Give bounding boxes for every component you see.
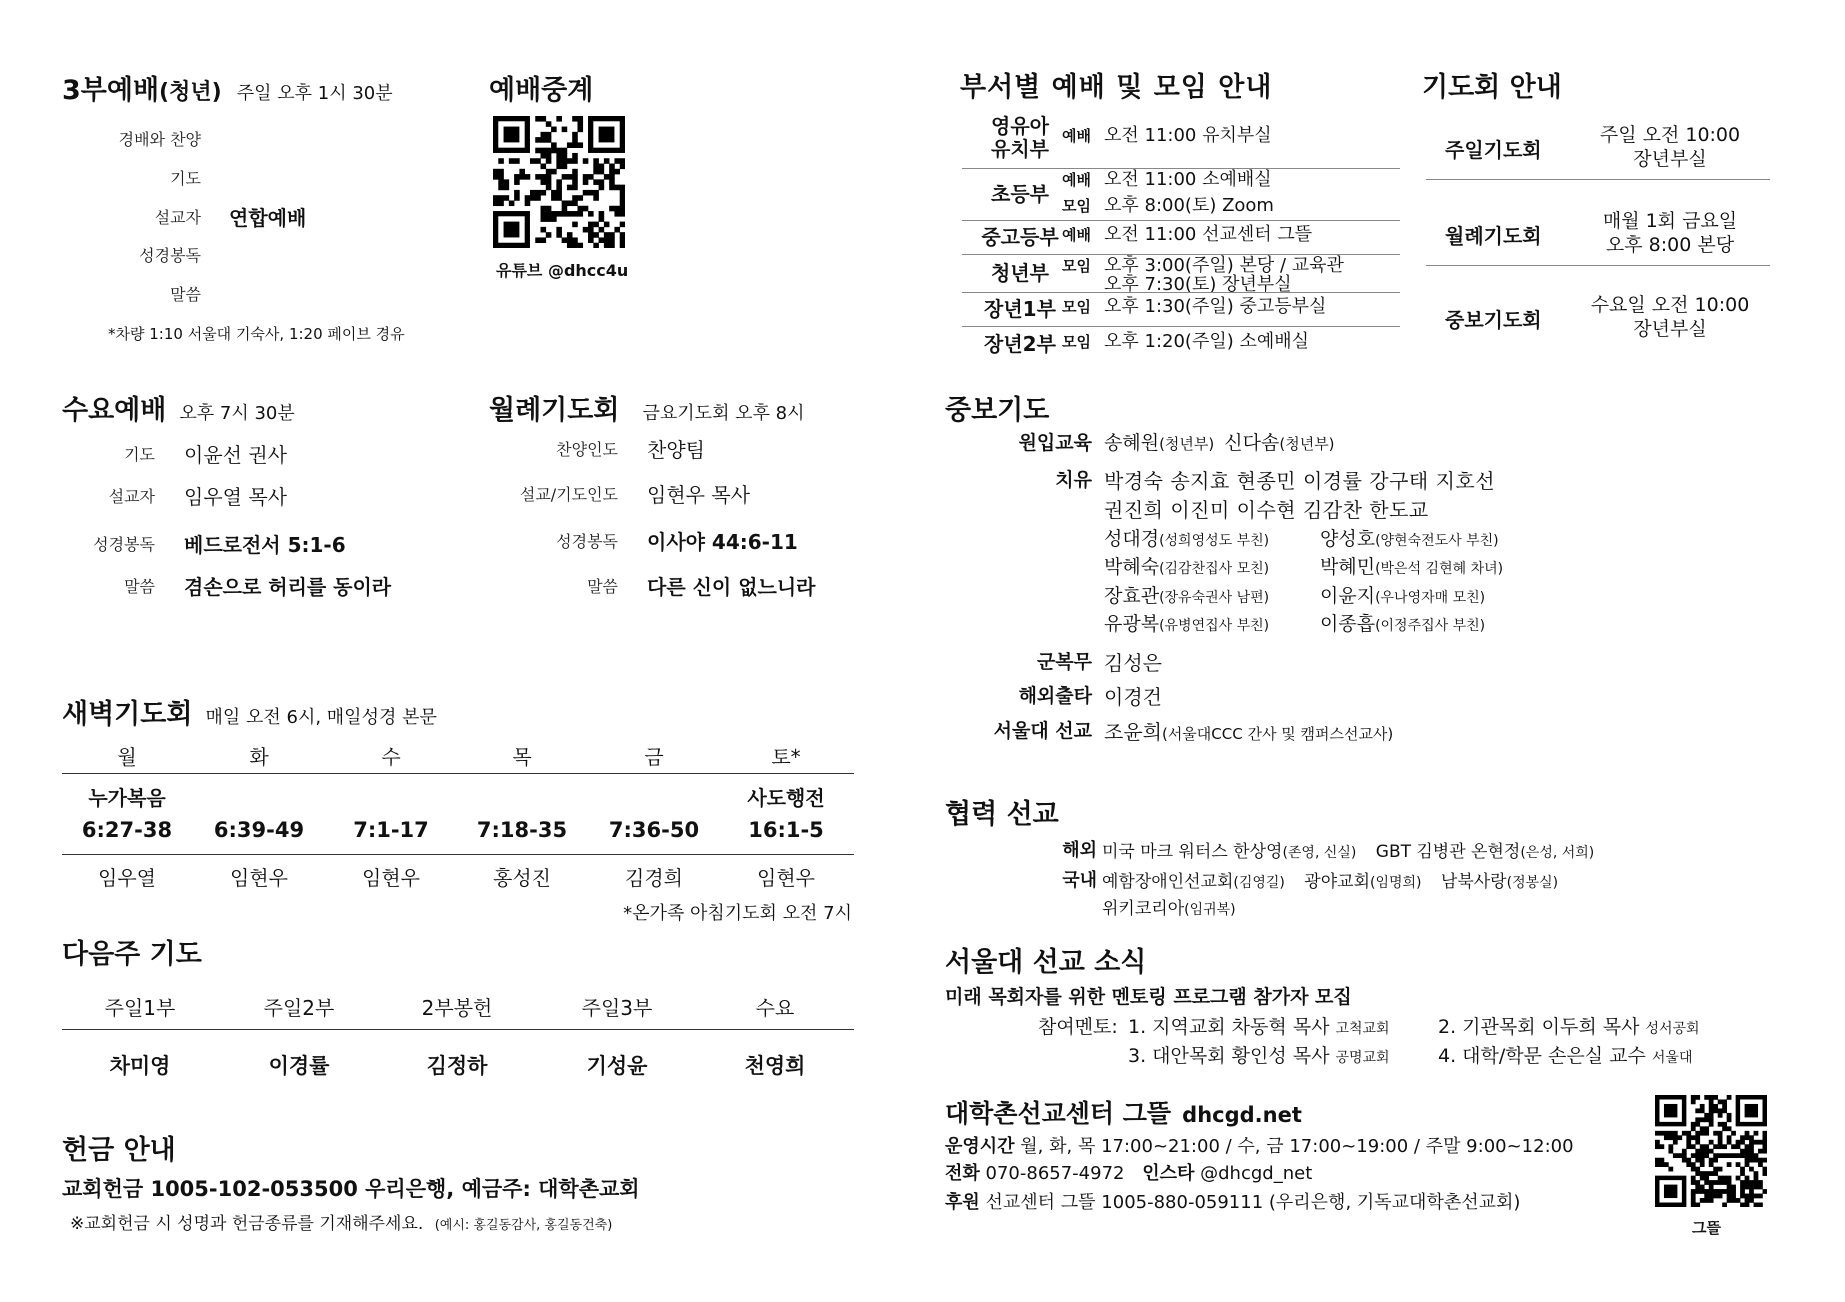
dawn-passage: 7:1-17 <box>353 818 429 842</box>
monthly-row-label: 말씀 <box>587 577 618 596</box>
department-name-text: 청년부 <box>991 260 1049 285</box>
department-schedule <box>1062 196 1274 217</box>
healing-name: 박혜민 <box>1320 556 1376 578</box>
dawn-leader: 임현우 <box>230 866 288 890</box>
dawn-day-header: 수 <box>381 745 401 769</box>
healing-name: 이종흡 <box>1320 613 1376 635</box>
department-schedule <box>1062 297 1326 318</box>
monthly-row-value: 찬양팀 <box>647 438 705 462</box>
department-tag: 모임 <box>1062 197 1091 215</box>
healing-name: 이윤지 <box>1320 585 1376 607</box>
healing-note: (유병연집사 부친) <box>1159 618 1270 634</box>
healing-note: (장유숙권사 남편) <box>1159 590 1270 606</box>
monthly-row-label: 찬양인도 <box>556 440 618 459</box>
dawn-book: 누가복음 <box>88 786 166 810</box>
dawn-passage: 6:39-49 <box>213 818 305 842</box>
healing-label: 치유 <box>1055 469 1092 491</box>
cooperation-domestic-list-2: 위키코리아(임귀복) <box>1102 899 1236 919</box>
department-tag: 모임 <box>1062 333 1091 351</box>
dawn-passage: 6:27-38 <box>81 818 173 842</box>
dawn-day-header: 화 <box>249 745 269 769</box>
next-prayer-name: 이경률 <box>268 1054 330 1078</box>
worship3-note: *차량 1:10 서울대 기숙사, 1:20 페이브 경유 <box>108 325 405 343</box>
center-heading: 대학촌선교센터 그뜰 dhcgd.net <box>945 1099 1302 1128</box>
prayer-meeting-place: 장년부실 <box>1633 148 1707 170</box>
monthly-heading: 월례기도회 금요기도회 오후 8시 <box>489 395 805 426</box>
mentor-3: 3. 대안목회 황인성 목사 공명교회 <box>1128 1045 1390 1067</box>
cooperation-title: 협력 선교 <box>945 799 1059 830</box>
department-name-text: 영유아 유치부 <box>991 114 1049 161</box>
healing-family-item <box>1104 552 1269 579</box>
dawn-book: 사도행전 <box>747 786 825 810</box>
healing-family-item <box>1320 524 1499 551</box>
departments-title: 부서별 예배 및 모임 안내 <box>960 72 1273 103</box>
prayer-meeting-name: 중보기도회 <box>1445 308 1542 332</box>
department-name-text: 장년2부 <box>984 331 1056 356</box>
healing-note: (박은석 김현혜 차녀) <box>1375 561 1504 577</box>
overseas-label: 해외출타 <box>1018 685 1092 707</box>
worship3-row-label: 말씀 <box>170 285 201 304</box>
mentor-2: 2. 기관목회 이두희 목사 성서공회 <box>1438 1016 1700 1038</box>
prayer-meeting-name: 월례기도회 <box>1445 224 1542 248</box>
qr-pattern-icon <box>493 116 625 248</box>
healing-note: (성희영성도 부친) <box>1159 533 1270 549</box>
cooperation-domestic-label: 국내 <box>1062 870 1097 891</box>
healing-family-item <box>1320 609 1485 636</box>
healing-line1: 박경숙 송지효 현종민 이경률 강구태 지호선 <box>1104 469 1496 493</box>
dawn-heading: 새벽기도회 매일 오전 6시, 매일성경 본문 <box>62 699 437 730</box>
department-schedule <box>1062 126 1272 147</box>
offering-account: 교회헌금 1005-102-053500 우리은행, 예금주: 대학촌교회 <box>62 1177 640 1201</box>
healing-family-item <box>1320 581 1485 608</box>
department-tag: 예배 <box>1062 127 1091 145</box>
broadcast-qr-code[interactable] <box>493 116 625 248</box>
department-time: 오전 11:00 선교센터 그뜰 <box>1104 224 1313 245</box>
next-prayer-title: 다음주 기도 <box>62 939 202 970</box>
prayer-meeting-place: 오후 8:00 본당 <box>1605 234 1735 256</box>
prayer-meeting-place: 장년부실 <box>1633 318 1707 340</box>
wednesday-row-value: 임우열 목사 <box>184 485 287 509</box>
wednesday-row-label: 설교자 <box>108 487 155 506</box>
monthly-row-label: 성경봉독 <box>556 532 618 551</box>
cooperation-overseas-list: 미국 마크 워터스 한상영(존영, 신실) GBT 김병관 온현정(은성, 서희) <box>1102 842 1595 862</box>
healing-name: 유광복 <box>1104 613 1160 635</box>
overseas-name: 이경건 <box>1104 685 1162 709</box>
department-time: 오전 11:00 소예배실 <box>1104 169 1272 190</box>
worship3-row-label: 기도 <box>170 169 201 188</box>
worship3-row-value: 연합예배 <box>229 206 307 230</box>
next-prayer-name: 차미영 <box>109 1054 171 1078</box>
healing-family-item <box>1320 552 1503 579</box>
wednesday-row-value: 겸손으로 허리를 동이라 <box>184 575 392 599</box>
cooperation-domestic-list: 예함장애인선교회(김영길) 광야교회(임명희) 남북사랑(정봉실) <box>1102 872 1559 892</box>
next-prayer-header: 수요 <box>755 996 795 1020</box>
dawn-divider-bottom <box>62 854 854 855</box>
next-prayer-divider <box>62 1029 854 1030</box>
snu-news-headline: 미래 목회자를 위한 멘토링 프로그램 참가자 모집 <box>945 986 1352 1008</box>
dawn-leader: 김경희 <box>625 866 683 890</box>
center-support: 후원 선교센터 그뜰 1005-880-059111 (우리은행, 기독교대학촌선교회) <box>945 1192 1521 1213</box>
monthly-row-value: 임현우 목사 <box>647 483 750 507</box>
next-prayer-header: 2부봉헌 <box>421 996 493 1020</box>
qr-pattern-icon <box>1655 1095 1767 1207</box>
snu-news-title: 서울대 선교 소식 <box>945 947 1147 978</box>
dawn-passage: 7:36-50 <box>608 818 700 842</box>
department-time: 오후 1:20(주일) 소예배실 <box>1104 331 1310 352</box>
department-time: 오후 1:30(주일) 중고등부실 <box>1104 296 1327 317</box>
healing-note: (양현숙전도사 부친) <box>1375 533 1499 549</box>
prayer-meeting-time: 수요일 오전 10:00 <box>1590 294 1750 316</box>
snu-news-mentor-label: 참여멘토: <box>1038 1016 1118 1038</box>
department-schedule <box>1062 332 1309 353</box>
snu-mission-label: 서울대 선교 <box>993 720 1092 742</box>
healing-name: 장효관 <box>1104 585 1160 607</box>
military-label: 군복무 <box>1036 651 1092 673</box>
broadcast-caption: 유튜브 @dhcc4u <box>496 261 629 280</box>
military-name: 김성은 <box>1104 651 1162 675</box>
dawn-divider-top <box>62 773 854 774</box>
healing-note: (이정주집사 부친) <box>1375 618 1486 634</box>
healing-note: (김감찬집사 모친) <box>1159 561 1270 577</box>
offering-note: ※교회헌금 시 성명과 헌금종류를 기재해주세요. (예시: 홍길동감사, 홍길동건축) <box>70 1214 613 1234</box>
healing-name: 박혜숙 <box>1104 556 1160 578</box>
prayer-meeting-name: 주일기도회 <box>1445 138 1542 162</box>
next-prayer-name: 천영희 <box>744 1054 806 1078</box>
wednesday-heading: 수요예배 오후 7시 30분 <box>62 395 295 426</box>
wednesday-row-label: 성경봉독 <box>93 535 155 554</box>
healing-line2: 권진희 이진미 이수현 김감찬 한도교 <box>1104 498 1429 522</box>
department-time: 오후 8:00(토) Zoom <box>1104 195 1274 216</box>
healing-family-item <box>1104 524 1269 551</box>
dawn-leader: 임현우 <box>757 866 815 890</box>
dawn-leader: 임현우 <box>362 866 420 890</box>
newcomer-label: 원입교육 <box>1018 432 1092 454</box>
dawn-leader: 임우열 <box>98 866 156 890</box>
mentor-1: 1. 지역교회 차동혁 목사 고척교회 <box>1128 1016 1390 1038</box>
department-time: 오전 11:00 유치부실 <box>1104 125 1272 146</box>
department-tag: 모임 <box>1062 257 1091 275</box>
department-tag: 예배 <box>1062 226 1091 244</box>
department-name-text: 중고등부 <box>981 224 1059 249</box>
department-tag: 예배 <box>1062 171 1091 189</box>
department-tag: 모임 <box>1062 298 1091 316</box>
prayer-meeting-divider <box>1426 265 1770 266</box>
prayer-meetings-title: 기도회 안내 <box>1422 72 1562 103</box>
next-prayer-header: 주일2부 <box>263 996 335 1020</box>
dawn-day-header: 목 <box>512 745 532 769</box>
dawn-day-header: 토* <box>771 745 801 769</box>
dawn-day-header: 금 <box>644 745 664 769</box>
dawn-leader: 홍성진 <box>493 866 551 890</box>
prayer-meeting-divider <box>1426 179 1770 180</box>
snu-mission-name: 조윤희(서울대CCC 간사 및 캠퍼스선교사) <box>1104 720 1394 744</box>
center-qr-code[interactable] <box>1655 1095 1767 1207</box>
monthly-row-label: 설교/기도인도 <box>519 485 618 504</box>
newcomer-list: 송혜원(청년부) 신다솜(청년부) <box>1104 432 1335 454</box>
center-hours: 운영시간 월, 화, 목 17:00~21:00 / 수, 금 17:00~19:00 / 주말 9:00~12:00 <box>945 1136 1574 1157</box>
next-prayer-name: 기성윤 <box>586 1054 648 1078</box>
department-schedule <box>1062 225 1312 246</box>
wednesday-row-label: 기도 <box>124 445 155 464</box>
healing-note: (우나영자매 모친) <box>1375 590 1486 606</box>
monthly-row-value: 이사야 44:6-11 <box>647 530 798 554</box>
next-prayer-header: 주일1부 <box>104 996 176 1020</box>
intercession-title: 중보기도 <box>945 395 1050 426</box>
department-time: 오후 7:30(토) 장년부실 <box>1104 274 1292 295</box>
department-time: 오후 3:00(주일) 본당 / 교육관 <box>1104 255 1344 276</box>
mentor-4: 4. 대학/학문 손은실 교수 서울대 <box>1438 1045 1693 1067</box>
center-contacts: 전화 070-8657-4972 인스타 @dhcgd_net <box>945 1163 1313 1184</box>
prayer-meeting-time: 매월 1회 금요일 <box>1602 210 1738 232</box>
department-schedule <box>1062 170 1272 191</box>
offering-title: 헌금 안내 <box>62 1135 176 1166</box>
worship3-row-label: 경배와 찬양 <box>118 130 201 149</box>
wednesday-row-value: 베드로전서 5:1-6 <box>184 533 346 557</box>
broadcast-title: 예배중계 <box>489 75 594 106</box>
healing-family-item <box>1104 609 1269 636</box>
next-prayer-name: 김정하 <box>426 1054 488 1078</box>
worship3-row-label: 설교자 <box>154 208 201 227</box>
prayer-meeting-time: 주일 오전 10:00 <box>1599 124 1741 146</box>
next-prayer-header: 주일3부 <box>581 996 653 1020</box>
healing-name: 양성호 <box>1320 528 1376 550</box>
monthly-row-value: 다른 신이 없느니라 <box>647 575 816 599</box>
dawn-note: *온가족 아침기도회 오전 7시 <box>623 903 852 924</box>
center-qr-caption: 그뜰 <box>1692 1219 1721 1237</box>
department-name-text: 초등부 <box>991 181 1049 206</box>
department-name-text: 장년1부 <box>984 296 1056 321</box>
dawn-passage: 7:18-35 <box>476 818 568 842</box>
wednesday-row-value: 이윤선 권사 <box>184 443 287 467</box>
healing-name: 성대경 <box>1104 528 1160 550</box>
wednesday-row-label: 말씀 <box>124 577 155 596</box>
cooperation-overseas-label: 해외 <box>1062 840 1097 861</box>
dawn-day-header: 월 <box>117 745 137 769</box>
worship3-row-label: 성경봉독 <box>139 246 201 265</box>
dawn-passage: 16:1-5 <box>748 818 824 842</box>
worship3-heading: 3부예배(청년) 주일 오후 1시 30분 <box>62 75 393 106</box>
healing-family-item <box>1104 581 1269 608</box>
